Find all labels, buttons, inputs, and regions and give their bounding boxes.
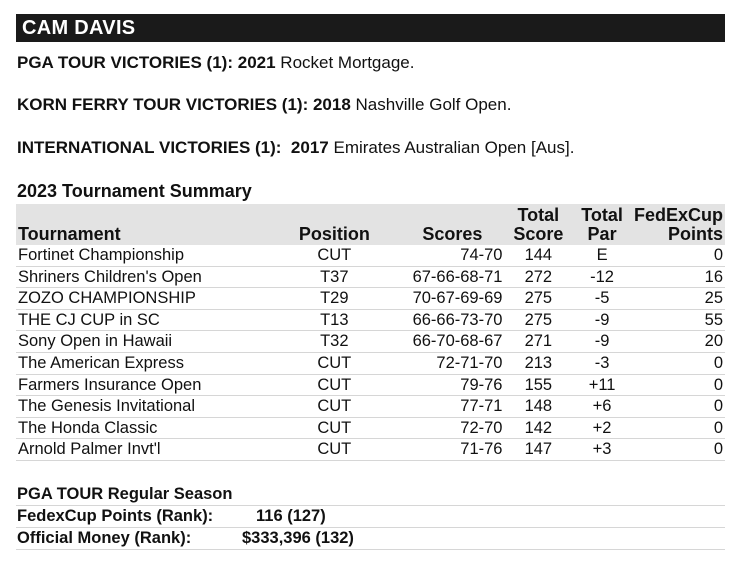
cell-tournament: Farmers Insurance Open	[16, 374, 282, 396]
cell-total-score: 213	[504, 352, 572, 374]
cell-scores: 66-66-73-70	[386, 309, 504, 331]
cell-position: T13	[282, 309, 386, 331]
cell-tournament: Arnold Palmer Invt'l	[16, 439, 282, 461]
cell-position: CUT	[282, 439, 386, 461]
cell-points: 25	[632, 288, 725, 310]
header-tournament: Tournament	[18, 224, 121, 244]
cell-scores: 66-70-68-67	[386, 331, 504, 353]
cell-total-score: 142	[504, 417, 572, 439]
cell-tournament: Fortinet Championship	[16, 245, 282, 266]
summary-title: 2023 Tournament Summary	[17, 181, 252, 201]
table-row	[16, 288, 725, 310]
cell-tournament: ZOZO CHAMPIONSHIP	[16, 288, 282, 310]
fedex-points-row	[16, 506, 725, 528]
korn-ferry-victories	[17, 95, 511, 115]
cell-total-score: 271	[504, 331, 572, 353]
season-summary	[16, 484, 725, 550]
cell-tournament: The American Express	[16, 352, 282, 374]
cell-tournament: The Genesis Invitational	[16, 396, 282, 418]
header-position: Position	[298, 224, 370, 244]
cell-total-par: +3	[572, 439, 632, 461]
cell-total-par: -5	[572, 288, 632, 310]
cell-total-score: 148	[504, 396, 572, 418]
cell-position: CUT	[282, 396, 386, 418]
cell-total-par: -12	[572, 266, 632, 288]
victory-label: PGA TOUR VICTORIES (1):	[17, 53, 233, 72]
cell-points: 20	[632, 331, 725, 353]
cell-total-score: 155	[504, 374, 572, 396]
cell-total-score: 147	[504, 439, 572, 461]
cell-position: T32	[282, 331, 386, 353]
cell-scores: 72-71-70	[386, 352, 504, 374]
table-row	[16, 331, 725, 353]
cell-total-score: 275	[504, 288, 572, 310]
cell-scores: 79-76	[386, 374, 504, 396]
cell-scores: 67-66-68-71	[386, 266, 504, 288]
cell-total-score: 272	[504, 266, 572, 288]
cell-points: 0	[632, 374, 725, 396]
cell-points: 16	[632, 266, 725, 288]
cell-scores: 71-76	[386, 439, 504, 461]
cell-total-par: -3	[572, 352, 632, 374]
cell-tournament: Sony Open in Hawaii	[16, 331, 282, 353]
victory-year: 2018	[312, 95, 351, 114]
table-row	[16, 352, 725, 374]
victory-event: Rocket Mortgage.	[280, 53, 415, 72]
table-row	[16, 245, 725, 266]
cell-total-par: E	[572, 245, 632, 266]
cell-tournament: The Honda Classic	[16, 417, 282, 439]
cell-points: 0	[632, 439, 725, 461]
cell-position: T29	[282, 288, 386, 310]
international-victories	[17, 138, 574, 158]
cell-scores: 77-71	[386, 396, 504, 418]
victory-year: 2017	[290, 138, 329, 157]
table-header-row	[16, 204, 725, 245]
table-row	[16, 309, 725, 331]
table-row	[16, 417, 725, 439]
table-row	[16, 396, 725, 418]
cell-total-par: +2	[572, 417, 632, 439]
cell-scores: 74-70	[386, 245, 504, 266]
header-total-par-line2: Par	[587, 224, 617, 244]
victory-event: Nashville Golf Open.	[355, 95, 512, 114]
cell-points: 0	[632, 245, 725, 266]
cell-position: CUT	[282, 352, 386, 374]
fedex-points-value: 116 (127)	[256, 507, 326, 525]
cell-scores: 70-67-69-69	[386, 288, 504, 310]
cell-total-par: +6	[572, 396, 632, 418]
cell-position: T37	[282, 266, 386, 288]
cell-total-par: -9	[572, 309, 632, 331]
table-row	[16, 439, 725, 461]
cell-tournament: THE CJ CUP in SC	[16, 309, 282, 331]
player-name-bar	[16, 14, 725, 42]
cell-points: 0	[632, 352, 725, 374]
header-scores-text: Scores	[422, 224, 483, 244]
table-row	[16, 374, 725, 396]
header-total-par-line1: Total	[581, 205, 623, 225]
cell-position: CUT	[282, 374, 386, 396]
official-money-value: $333,396 (132)	[242, 529, 354, 547]
cell-points: 55	[632, 309, 725, 331]
cell-total-par: +11	[572, 374, 632, 396]
season-heading-row	[16, 484, 725, 506]
victory-year: 2021	[237, 53, 276, 72]
cell-tournament: Shriners Children's Open	[16, 266, 282, 288]
header-total-score	[504, 204, 572, 245]
header-points-line1: FedExCup	[633, 205, 723, 225]
victory-event: Emirates Australian Open [Aus].	[333, 138, 575, 157]
player-name: CAM DAVIS	[22, 17, 136, 39]
fedex-points-label: FedexCup Points (Rank):	[17, 507, 214, 525]
cell-position: CUT	[282, 245, 386, 266]
header-points	[632, 204, 725, 245]
season-heading: PGA TOUR Regular Season	[17, 485, 233, 503]
official-money-label: Official Money (Rank):	[17, 529, 192, 547]
victory-label: INTERNATIONAL VICTORIES (1):	[17, 138, 282, 157]
table-body	[16, 245, 725, 460]
cell-points: 0	[632, 396, 725, 418]
cell-scores: 72-70	[386, 417, 504, 439]
header-total-score-line2: Score	[513, 224, 564, 244]
cell-position: CUT	[282, 417, 386, 439]
cell-points: 0	[632, 417, 725, 439]
cell-total-par: -9	[572, 331, 632, 353]
tournament-summary-table	[16, 204, 725, 461]
official-money-row	[16, 528, 725, 550]
header-scores	[386, 204, 504, 245]
table-row	[16, 266, 725, 288]
cell-total-score: 275	[504, 309, 572, 331]
pga-tour-victories	[17, 53, 414, 73]
victory-label: KORN FERRY TOUR VICTORIES (1):	[17, 95, 309, 114]
cell-total-score: 144	[504, 245, 572, 266]
header-points-line2: Points	[667, 224, 723, 244]
header-total-score-line1: Total	[517, 205, 560, 225]
header-total-par	[572, 204, 632, 245]
